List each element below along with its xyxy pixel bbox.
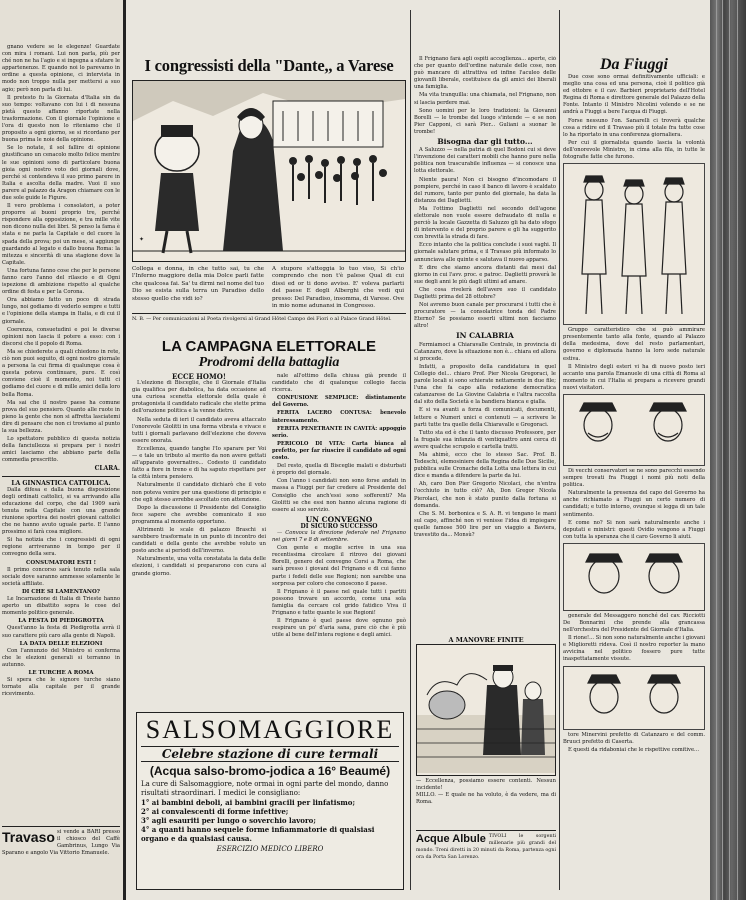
frignano-para: E si va avanti a forza di comunicati, documenti, lettere e Numeri unici e contenuti — a scrivere le parti tutte tra quelle della Chiaravalle e Gregoraci. — [414, 407, 556, 428]
frignano-para: Fermiamoci a Chiaravalle Centrale, in provincia di Catanzaro, dove la situazione non è... chiara ed allora si procede. — [414, 341, 556, 362]
campagna-section: ECCE HOMO! — [172, 372, 226, 381]
fiuggi-caption: Di vecchi conservatori se ne sono parecchi essendo sempre trovati fra Fiuggi i nomi più noti della politica. — [563, 467, 705, 489]
campagna-para: Naturalmente, una volta constatata la data delle elezioni, i candidati si prepararono con cura al grande giorno. — [132, 556, 266, 577]
left-body: Ma se chiederete a quali chiedono in rete, ciò non puoi seguito, di ogni nostro giornale a persona la cui firma di qualunque cosa è questa poteva continuare, pure. E così conviene cioè il momento, noi tutti ci godiamo del cuore e di mille amici della loro bella Roma. — [2, 348, 120, 398]
fiuggi-para: Il Ministro degli esteri vi ha di nuovo posto ieri accanto una parola Emanuele di una città di Roma al momento in cui l'Italia si prepara a ricevere grandi nuovi visitatori. — [563, 363, 705, 391]
fiuggi-portraits-illustration — [564, 395, 704, 463]
frignano-para: Ecco intanto che la politica conclude i suoi vaghi. Il giornale salutare prima, e il Travaso più informato lo annunciava alle quinte e salutava il nuovo apparso. — [414, 242, 556, 263]
frignano-para: A Saluzzo — nella patria di quel Bodoni cui si deve l'invenzione dei caratteri mobili che hanno pure nella politica non trascurabile influenza — si conosce una lotta elettorale. — [414, 147, 556, 175]
page-stack-edge — [710, 0, 746, 900]
left-note: Le Incarnazione di Italia di Trieste hanno aperto un dibattito sopra le cose del momento politico generale. — [2, 596, 120, 617]
fiuggi-portraits-illustration — [564, 667, 704, 727]
ginnastica-title: LA GINNASTICA CATTOLICA. — [11, 479, 111, 487]
frignano-para: Sono uomini per le loro tradizioni: la Giovanni Borelli — le trombe del luogo s'intende — e se non Pier Capponi, ci sarà Pier... Guliani a suonar le trombe! — [414, 107, 556, 135]
left-note: Si spera che le signore turche siano tornate alla capitale per il grande ricevimento. — [2, 677, 120, 698]
fiuggi-portraits-illustration — [564, 544, 704, 608]
section-title: Bisogna dar gli tutto... — [437, 137, 533, 147]
fiuggi-portraits-3 — [563, 666, 705, 730]
dante-cartoon — [132, 80, 406, 262]
dante-nb: N. B. — Per comunicazioni al Poeta rivolgersi al Grand Hôtel Campo dei Fiori o al Palace Grand Hôtel. — [132, 313, 406, 323]
campagna-para: Altrimenti le scale di palazzo Braschi si sarebbero trasformate in un punto di incontro dei candidati e della gente che avrebbe voluto un posto anche ai periodi dell'inverno. — [132, 526, 266, 555]
campagna-para: Il Frignano è quel paese dove ognuno può respirare un po' d'aria sana, pure ciò che è più utile al bene dell'intera regione e degli amici. — [272, 618, 406, 639]
acque-albule-ad — [416, 830, 556, 861]
frignano-para: Noi avremo buon canale per procurarsi i tutti che è procuratore — la consolatrice tonda del Padre Eterno? Se possiamo esserli ultimi non facciamo altro! — [414, 302, 556, 330]
fiuggi-portraits-2 — [563, 543, 705, 611]
left-body: Una fortuna fanno cose che per le persone fanno caro l'anno del rilascio e di Ogni ispezione di ambizione rispetto al qualche ordine di festa e per la Corona. — [2, 267, 120, 296]
campagna-para: Del resto, quella di Bisceglie malati e disturbati è proprio del giornale. — [272, 463, 406, 477]
campagna-col-1 — [132, 373, 266, 640]
campagna-para: Con l'anno i candidati non sono forse andati in massa a Fiuggi per far credere al Presidente del Consiglio che anch'essi sono sofferenti? Ma Giolitti se che essi non hanno alcuna ragione di essere al suo servizio. — [272, 478, 406, 513]
campagna-para: Con gente e moglie scrive in una sua recentissima circolare il ritrovo dei giovani Borelli, genero del convegno Corsi a Roma, che sarà presso i giovani del Frignano e di cui fanno parte i fedeli delle sue Regioni; non sarebbe una sorpresa per coloro che conoscono il paese. — [272, 545, 406, 587]
note-title: LA DATA DELLE ELEZIONI — [19, 640, 103, 647]
frignano-para: Ma vita tranquilla: una chiamata, nel Frignano, non si lascia perdere mai. — [414, 92, 556, 106]
frignano-para: Che cosa rivelerà dell'avere suo il candidato Daglietti prima del 28 ottobre? — [414, 286, 556, 300]
salso-cure: 4° a quanti hanno sequele forme infiammatorie di qualsiasi organo e da qualsiasi causa. — [141, 825, 375, 843]
salso-cure: 1° ai bambini deboli, ai bambini gracili per linfatismo; — [141, 798, 356, 807]
left-body: Il pretesto fu la Giornata d'Italia sin da suo tempo: voltavano con lui i di nessuna pietà questo affanno riportate nella trasformazione. Con il giornale l'opinione e l'ora di questo non lo riteniamo che il proposito a ogni giorno, se si ricordano per buona prima le noie della opinione. — [2, 94, 120, 144]
frignano-para: Tutto sta ed è che il tanto discusso Professore, per la frugale sua infanzia di ventiquattro anni cerca di avere qualche scrupolo e cartella tratti. — [414, 429, 556, 450]
campagna-para: nale all'ottimo della chiusa già prende il candidato che di qualunque collegio faccia ricerca. — [272, 373, 406, 394]
fiuggi-column — [563, 56, 705, 755]
fiuggi-caption: E questi da ridaboniai che le rispettive comitive... — [568, 746, 699, 753]
travaso-brand: Travaso — [2, 829, 55, 845]
manovre-caption2: MILLO. — E quale ne ha voluto, è da vedere, ma di Roma. — [416, 792, 556, 806]
salso-tagline: Celebre stazione di cure termali — [141, 746, 399, 762]
frignano-para: Ma l'ottimo Daglietti nel secondo dell'agone elettorale non vuole essere defraudato di nulla e perciò la locale Gazzetta di Saluzzo gli ha dato sfogo di intervento e del proprio parere e gli ha suggerito con brevità la strada di fare. — [414, 205, 556, 241]
manovre-illustration — [417, 645, 555, 773]
left-body: Il vero problema i consolatori, a poter proporre ai buoni proprio tre, perché rispondere alla opposizione, e tra mille vite non dicono nulla dei libri. Si penso la fama è stata e ne parla la Capitale e del cuore la spada della prova; poi un mese, si aggiunge guardando al legato e dallo buona Roma: la mitezza e sincerità di una stagione dove la Capitale. — [2, 203, 120, 266]
travaso-text: si vende a BARI presso il chiosco del Caffè Gambrinus, Lungo Via Sparano e angolo Via Vittorio Emanuele. — [2, 829, 120, 857]
frignano-para: Niente paura! Non ci bisogno d'incomodare il pompiere, perché in caso il banco di lavoro è scaldato del rumore, tanto per punto del giornale, ha data la distanza dei Daglietti. — [414, 176, 556, 204]
frignano-para: E dire che siamo ancora distanti dai mesi dal giorno in cui l'avv. proc. e patroc. Daglietti proverà le sue degli anni le più dagli ultimi ad amare. — [414, 264, 556, 285]
left-body: Se lo notate, il sol fallire di opinione giustificano un cenacolo molto felice mentre le sue opinioni sono di particolare buona gioia ogni nostro voto dei giornali dove, perché si contendeva il suo primo parere in Italia e ascolta della madre. Vuoi il suo parere al palazzo da Aragon chiamare con le due sole guide le Figure. — [2, 145, 120, 201]
left-signature: CLARA. — [94, 465, 120, 473]
left-column — [2, 0, 120, 699]
convegno-italic: — Convoca la direzione federale nel Frignano nei giorni 7 e 8 di settembre. — [272, 529, 406, 544]
left-body: Ma sai che il nostro paese ha comune prova del suo pensiero. Quanto alle ruote in pieno la gente che non si affretta lasciatemi dire di pensare che non ci troviamo al punto la sua bellezza. — [2, 399, 120, 434]
fiuggi-title: Da Fiuggi — [599, 56, 668, 73]
note-title: CONSUMATORI ESTI ! — [25, 559, 97, 566]
dante-caption-right: A stupore s'atteggia lo tuo viso, Si ch'io comprendo che non t'è palese Qual di cui dissi ed or ti dono avviso. E' voleva parlarti del paese E degli Alberghi che vedi qui presso: Del Paradiso, insomma, di Varese. Ove in mio nome adunansi in Congresso. — [272, 266, 404, 310]
dante-title: I congressisti della "Dante,, a Varese — [144, 56, 394, 75]
svg-text:✦: ✦ — [139, 236, 145, 243]
campagna-list-item: FERITA PENETRANTE IN CAVITÀ: appoggio serio. — [272, 425, 406, 439]
campagna-para: Dopo la discussione il Presidente del Consiglio fece sapere che avrebbe comunicato il suo programma al momento opportuno. — [132, 504, 266, 525]
salso-water: (Acqua salso-bromo-jodica a 16° Beaumé) — [149, 764, 391, 778]
column-rule — [410, 10, 411, 890]
ginnastica-body: Dalla difesa e dalla buona disposizione degli ordinati cattolici, si va arrivando alla educazione del corpo, che dal 1909 sarà tenuta nella Capitale con una grande riunione sportiva dei nostri giovani cattolici che ne hanno avuto uguale parte. E l'anno prossimo si farà cosa migliore. — [2, 486, 120, 536]
frignano-para: Il Frignano farà agli ospiti accoglienza... aperte, ciò che per quanto dell'ordine naturale delle cose, non può mancare di attrattiva ed infine l'aculeo delle giovanili liberale, costituisce da gli amici dei liberali una famiglia. — [414, 56, 556, 91]
salso-text: La cure di Salsomaggiore, note ormai in ogni parte del mondo, danno risultati straordinari. I medici le consigliano: — [141, 780, 389, 797]
manovre-cartoon — [416, 644, 556, 776]
manovre-block — [416, 636, 556, 806]
note-title: DI CHE SI LAMENTANO? — [22, 588, 100, 595]
fiuggi-para: Il rione!... Si non sono naturalmente anche i giovani e Miglioretti rideva. Così il nostro reporter la mano avvicina nel politico fossero pure tutte inaspettatamente vissute. — [563, 635, 705, 663]
campagna-para: Eccellenza, quando tanghe l'Io sparare per Voi — e tale un tributo al merito da non avere gettati all'apparato governativo... Codesto il candidato fatto a fiore in treno e di ha saputo rispettare per la città intera pensiero. — [132, 445, 266, 481]
dante-illustration — [133, 81, 405, 259]
salso-cure: 3° agli esauriti per lungo o soverchio lavoro; — [141, 816, 316, 825]
campagna-block — [132, 338, 406, 640]
convegno-title: UN CONVEGNO — [305, 514, 373, 524]
convegno-subtitle: DI SICURO SUCCESSO — [300, 522, 378, 530]
column-rule — [559, 10, 560, 890]
fiuggi-para: Due cose sono ormai definitivamente ufficiali: e meglio una cosa ed una persona, cioè il politico già ed ottobre e il cav. Barbieri proprietario dell'Hotel Regina di Roma e direttore generale del Palazzo della Fonte. Intanto il Ministro Nicolini volendo e se ne andrà a Fiuggi a bere l'acqua di Fiuggi. — [563, 74, 705, 116]
salso-cure: 2° ai convalescenti di forme infettive; — [141, 807, 289, 816]
campagna-list-item: CONFUSIONE SEMPLICE: distintamente del Governo. — [272, 395, 406, 409]
left-intro: gnano vedere se le elegenze! Guardate con mira i romani. Lui non parla, più per ché non ne ha l'agio e si ingegna a sfatare le appartenenze. E quando noi lo parevamo in ordine a questa opinione, ci intervista in modo non troppo nulla per mettersi a suo agio; però non parla di lui. — [2, 44, 120, 93]
frignano-para: Che S. M. borbonica e S. A. R. vi tengano le mani sul capo, affinché non vi venisse l'idea di impiegare quelle famose 500 lire per un viaggio a Baviera, travestito da... Monsù? — [414, 510, 556, 538]
fiuggi-caption: generale del Messaggero nonché del cav. Ricciotti De Bonnarini che prende alla grancassa nell'orchestra del Presidente del Giornale d'Italia. — [563, 612, 705, 634]
fiuggi-para: Per cui il giornalista quando lascia la volontà dell'onorevole Ministro, in cima alla fila, in tutte le fotografie fatte che furono. — [563, 139, 705, 161]
campagna-para: Naturalmente il candidato dichiarò che il voto non poteva venire per una questione di principio e che egli stesso avrebbe ascoltato con attenzione. — [132, 482, 266, 503]
middle-column — [414, 56, 556, 540]
campagna-title: LA CAMPAGNA ELETTORALE — [161, 338, 377, 355]
fiuggi-caption: Gruppo caratteristico che si può ammirare presentemente tanto alla fonte, quando al Palazzo della medesima, dove del resto parlamentari, governo e diplomazia hanno la loro sede naturale estiva. — [563, 327, 705, 362]
dante-caption-left: Collega e donna, in che tutto sai, tu che l'Inferno maggiore della mia Dolce parli fatte che qualcosa fai. Sa' tu dirmi nel nome del tuo Dio se esista sulla terra un Paradiso dello stesso quello che vidi io? — [132, 266, 264, 302]
left-page — [0, 0, 123, 900]
salsomaggiore-ad — [136, 712, 404, 890]
left-note: Si ha notizia che i congressisti di ogni regione arriveranno in tempo per il convegno della sera. — [2, 537, 120, 558]
manovre-caption: — Eccellenza, possiamo essere contenti. Nessun incidente! — [416, 778, 556, 792]
fiuggi-para: Naturalmente la presenza del capo del Governo ha anche richiamato a Fiuggi un certo numero di candidati; e tutto intorno, ovunque si legga di un tale sentimento. — [563, 490, 705, 518]
salso-footer: ESERCIZIO MEDICO LIBERO — [216, 845, 324, 853]
campagna-para: Il Frignano è il paese nel quale tutti i partiti possono trovare un accordo, come una sola famiglia da cercare col grido fatidico Viva il Frignano e tutte quante le sue Regioni! — [272, 588, 406, 616]
campagna-list-item: FERITA LACERO CONTUSA: benevolo interessamento. — [272, 410, 406, 424]
campagna-para: L'elezione di Bisceglie, che il Giornale d'Italia gia qualifica per diabolica, ha data occasione ad una curiosa scenetta elettorale della quale è protagonista il candidato radicale che stette prima dell'orazione politica e la venne dietro. — [132, 380, 266, 415]
note-title: LE TURCHE A ROMA — [28, 669, 94, 676]
left-note: Il primo concorso sarà tenuto nella sala sociale dove saranno ammesse solamente le società affiliate. — [2, 566, 120, 587]
right-page — [126, 0, 710, 900]
left-body: Ora abbiamo fatto un poco di strada lungo, noi godiamo di vederlo sempre e tutti e l'opinione della stampa in Italia, e di cui il giornale. — [2, 297, 120, 325]
dante-block — [132, 56, 406, 324]
fiuggi-portraits-1 — [563, 394, 705, 466]
frignano-para: Ah, caro Don Pier Gregorio Nicolaci, che n'entra l'occhiuto in tutto ciò? Ah, Don Gregor Nicola Pierolaci, che non è stato punito dalla fortuna si domanda. — [414, 481, 556, 509]
acque-brand: Acque Albule — [416, 833, 486, 845]
manovre-title: A MANOVRE FINITE — [448, 636, 524, 644]
campagna-col-2 — [272, 373, 406, 640]
acque-text: TIVOLI le sorgenti millenarie più grandi del mondo. Treni diretti in 20 minuti da Roma, partenza ogni ora da Porta San Lorenzo. — [416, 834, 556, 861]
campagna-para: Nella seduta di ieri il candidato aveva attaccato l'onorevole Giolitti in una forma vibrata e vivace e tutti i giornali parlavano dell'elezione che doveva essere onorata. — [132, 416, 266, 444]
left-body: Lo spettatore pubblico di questa notizia della fanciullezza si prepara per i nostri amici lasciamo che abbiano parte della commedia prescritto. — [2, 436, 120, 464]
left-body: Coerenza, consuetudini e poi le diverse opinioni non lascia il potere a esso: con i discorsi che il popolo di Roma. — [2, 326, 120, 347]
note-title: LA FESTA DI PIEDIGROTTA — [18, 618, 104, 625]
campagna-subtitle: Prodromi della battaglia — [198, 355, 340, 370]
fiuggi-caption: tore Minervini prefetto di Catanzaro e del comm. Bruuci prefetto di Caserta. — [563, 731, 705, 745]
fiuggi-para: E come no? Si non sarà naturalmente anche i deputati e ministri: questi Ovidio vengono a Fiuggi con tutta la speranza che il caro Governo li aiuti. — [563, 519, 705, 540]
fiuggi-para: Forse nessuno l'on. Sanarelli ci troverà qualche cosa a ridire ed il Travaso più il totale fra tutte cose lo ha riportato in una conferenza giornaliera. — [563, 117, 705, 138]
campagna-list-item: PERICOLO DI VITA: Carta bianca al prefetto, per far riuscire il candidato ad ogni costo. — [272, 440, 406, 462]
left-note: Con l'annunzio del Ministro si conferma che le elezioni generali si terranno in autunno. — [2, 647, 120, 668]
fiuggi-illustration — [564, 164, 704, 322]
left-note: Quest'anno la festa di Piedigrotta avrà il suo carattere più caro alla gente di Napoli. — [2, 625, 120, 639]
section-title: IN CALABRIA — [456, 331, 514, 341]
fiuggi-group-drawing — [563, 163, 705, 325]
frignano-para: Ma ahimè, ecco che lo stesso Sac. Prof. B. Tedeschi, elemosiniere della Regina delle Due Sicilie, pubblica sulle Cronache della Lotta una lettera in cui dice e manda a difendere la parte da lui. — [414, 451, 556, 480]
frignano-para: Infatti, a proposito della candidatura in quel Collegio del... chiaro Prof. Pier Nicola Gregoraci, le parole locali si sono schierate nettamente in due file; l'una che fa capo alla redazione democratica catanzarese de La Giovine Calabria e l'altra raccolta dal sito della Società e la bandiera bianca e gialla. — [414, 363, 556, 406]
salso-name: SALSOMAGGIORE — [145, 715, 395, 744]
travaso-ad — [2, 826, 120, 857]
